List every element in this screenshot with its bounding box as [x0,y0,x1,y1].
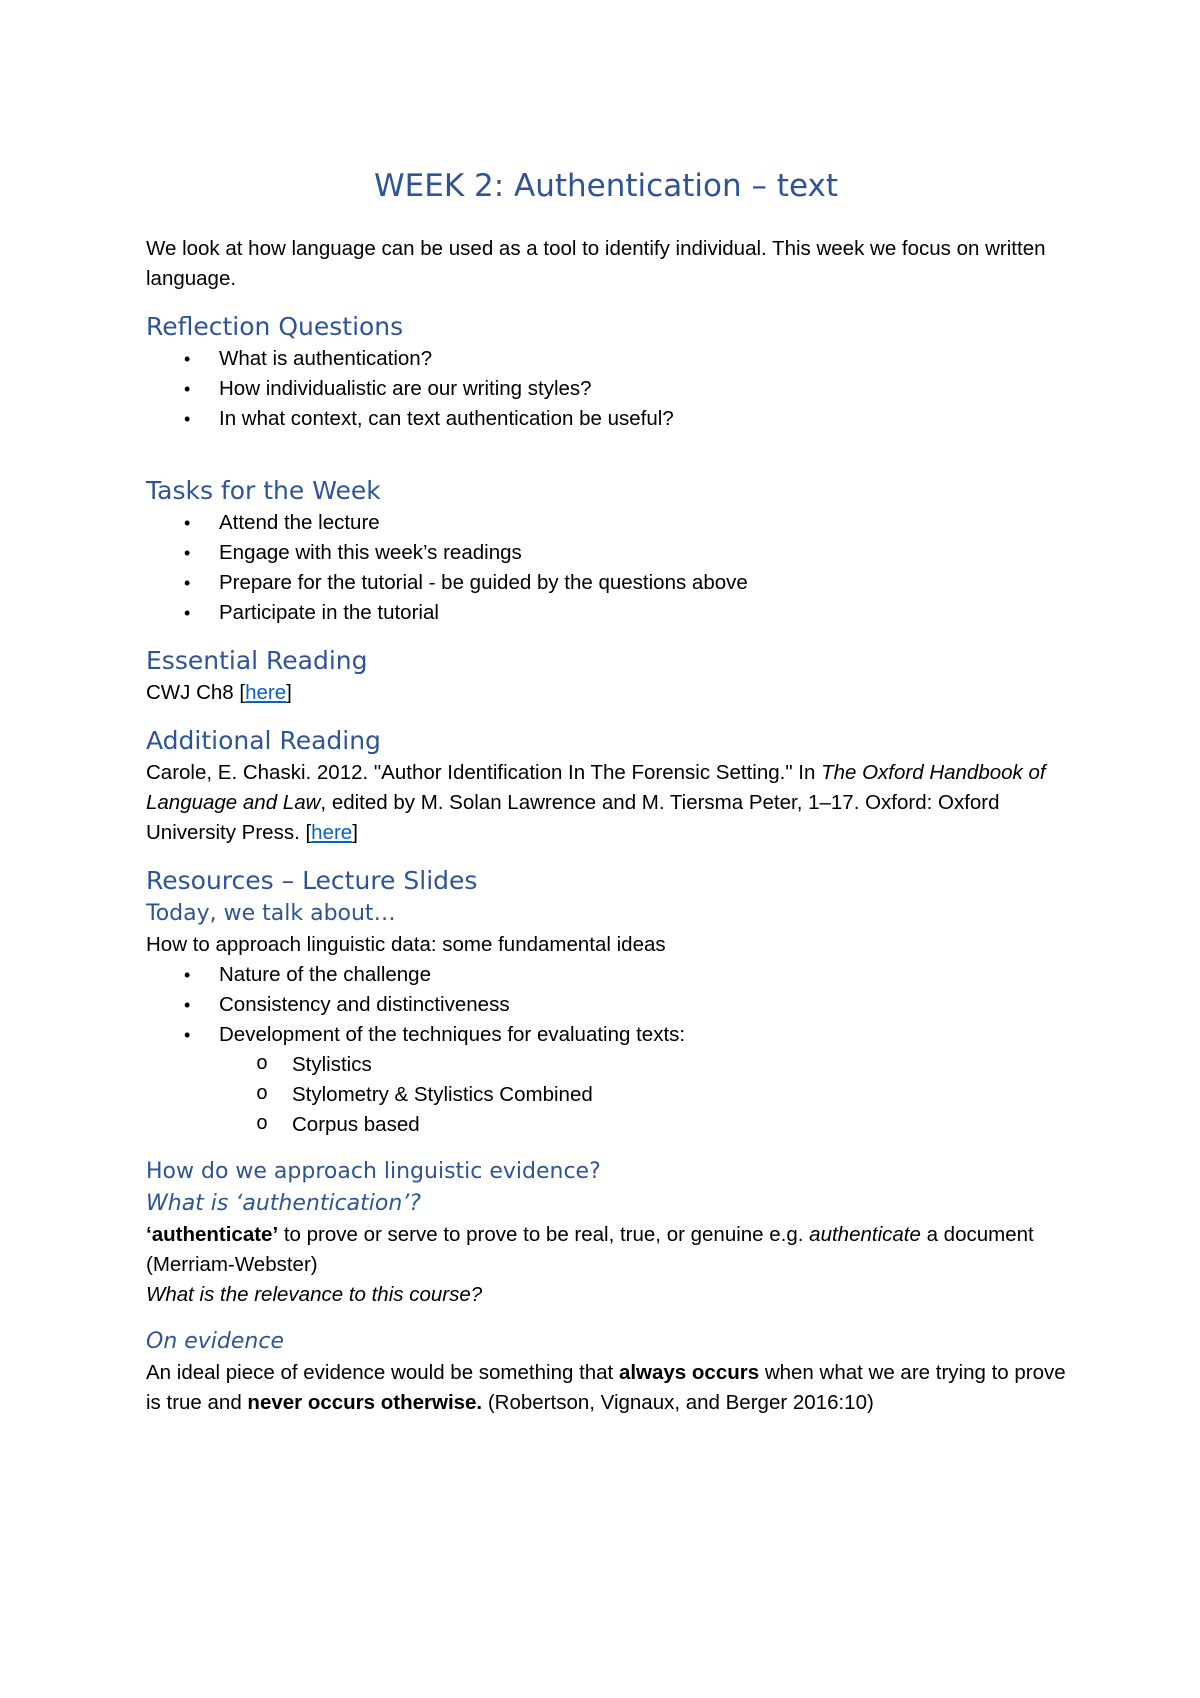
list-item: • What is authentication? [146,344,1066,374]
on-evidence-heading: On evidence [146,1329,284,1354]
relevance-question: What is the relevance to this course? [146,1283,483,1306]
bullet-icon: • [184,995,191,1015]
essential-reading-link[interactable]: here [245,681,287,704]
list-item: • Attend the lecture [146,508,1066,538]
evidence-subheading: What is ‘authentication’? [146,1191,421,1216]
bullet-icon: • [184,1025,191,1045]
list-item: • Nature of the challenge [146,960,1066,990]
sub-list-item: o Corpus based [146,1110,1066,1140]
definition-paragraph: ‘authenticate’ to prove or serve to prove to be real, true, or genuine e.g. authenticate a document (Merriam-Webster) [146,1223,1034,1276]
additional-reading-citation: Carole, E. Chaski. 2012. "Author Identification In The Forensic Setting." In The Oxford Handbook of Language and Law, edited by M. Solan Lawrence and M. Tiersma Peter, 1–17. Oxford: Oxford University Press. [here] [146,761,1046,844]
list-item: • How individualistic are our writing styles? [146,374,1066,404]
list-item: • Consistency and distinctiveness [146,990,1066,1020]
bullet-icon: • [184,349,191,369]
document-page [146,166,1066,1418]
list-item: • Participate in the tutorial [146,598,1066,628]
bullet-icon: • [184,543,191,563]
bullet-icon: • [184,379,191,399]
list-item: • Prepare for the tutorial - be guided by the questions above [146,568,1066,598]
essential-reading-heading: Essential Reading [146,646,368,675]
tasks-heading: Tasks for the Week [146,476,381,505]
resources-lead: How to approach linguistic data: some fundamental ideas [146,933,666,956]
circle-bullet-icon: o [256,1083,269,1106]
sub-list-item: o Stylistics [146,1050,1066,1080]
bullet-icon: • [184,965,191,985]
reflection-heading: Reflection Questions [146,312,404,341]
resources-list [146,960,1066,1140]
additional-reading-heading: Additional Reading [146,726,381,755]
list-item: • Development of the techniques for evaluating texts: [146,1020,1066,1050]
list-item: • Engage with this week’s readings [146,538,1066,568]
circle-bullet-icon: o [256,1053,269,1076]
intro-paragraph: We look at how language can be used as a tool to identify individual. This week we focus on written language. [146,237,1046,290]
circle-bullet-icon: o [256,1113,269,1136]
tasks-list [146,508,1066,628]
bullet-icon: • [184,573,191,593]
list-item: • In what context, can text authentication be useful? [146,404,1066,434]
essential-reading-text: CWJ Ch8 [here] [146,681,292,704]
bullet-icon: • [184,603,191,623]
evidence-heading: How do we approach linguistic evidence? [146,1159,601,1184]
resources-subheading: Today, we talk about… [146,901,396,926]
additional-reading-link[interactable]: here [311,821,353,844]
on-evidence-paragraph: An ideal piece of evidence would be something that always occurs when what we are trying to prove is true and never occurs otherwise. (Robertson, Vignaux, and Berger 2016:10) [146,1361,1066,1414]
sub-list-item: o Stylometry & Stylistics Combined [146,1080,1066,1110]
reflection-list [146,344,1066,434]
bullet-icon: • [184,409,191,429]
bullet-icon: • [184,513,191,533]
resources-heading: Resources – Lecture Slides [146,866,478,895]
page-title: WEEK 2: Authentication – text [374,168,838,204]
